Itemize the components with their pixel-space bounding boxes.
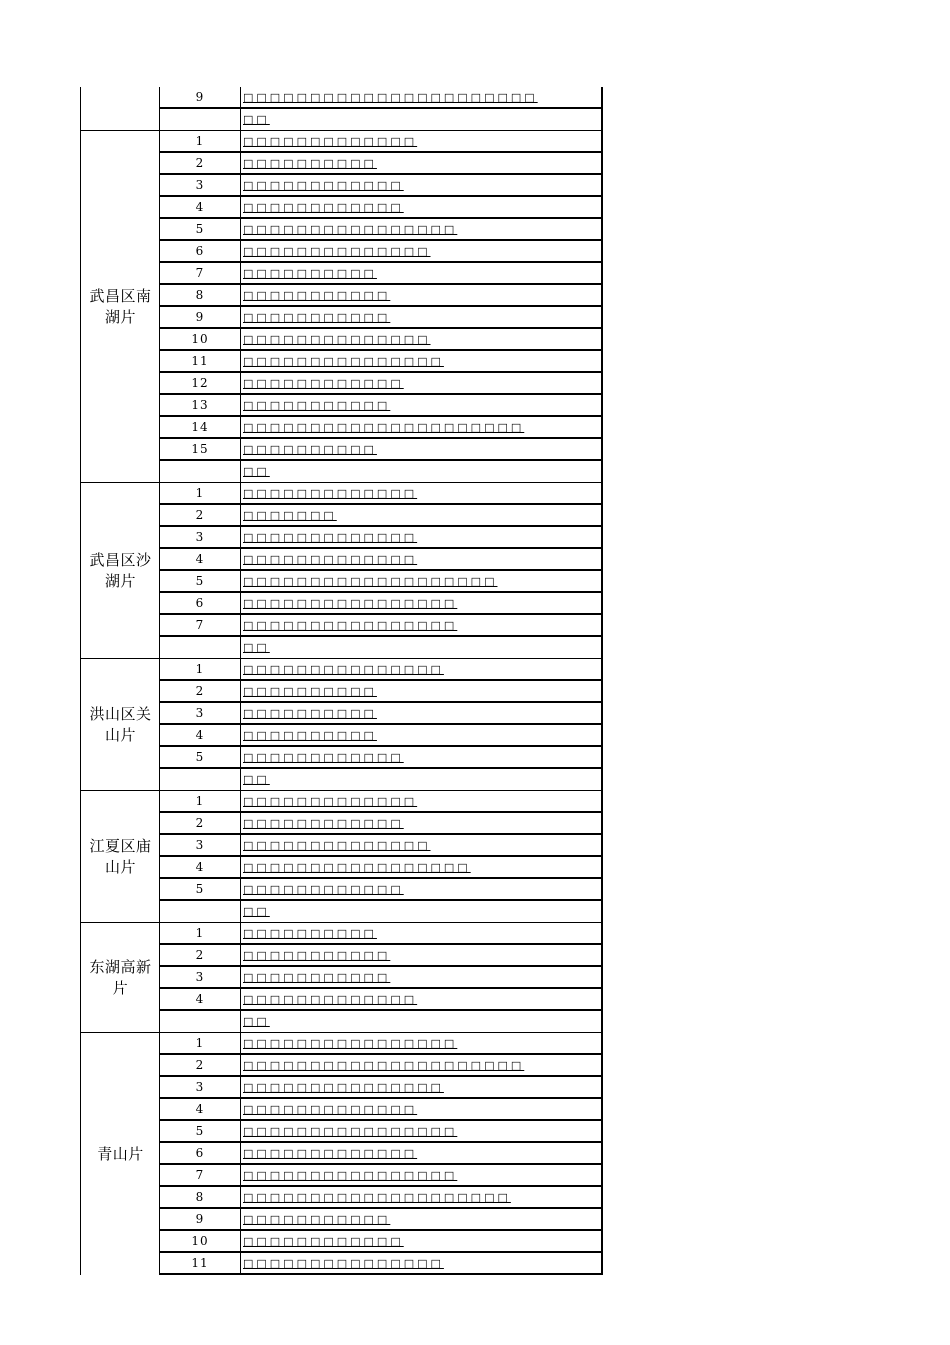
row-name-cell[interactable]: □□□□□□□□□□□□□□□□□□□□ [241,1187,603,1207]
row-name-cell[interactable]: □□□□□□□□□□□□□ [241,131,603,151]
region-cell[interactable] [80,87,160,131]
table-row [159,1143,603,1165]
table-row [159,1033,603,1055]
row-name-cell[interactable]: □□□□□□□□□□□□ [241,1231,603,1251]
subtotal-row [159,901,603,923]
row-name-cell[interactable]: □□□□□□□□□□□□□□□□□□□□□ [241,417,603,437]
row-number-cell[interactable]: 3 [159,527,241,547]
table-row [159,791,603,813]
row-name-cell[interactable]: □□□□□□□□□□□□□□□□□□□ [241,571,603,591]
row-number-cell[interactable] [159,109,241,130]
row-number-cell[interactable]: 2 [159,945,241,965]
row-name-cell[interactable]: □□□□□□□□□□□□□ [241,483,603,503]
row-number-cell[interactable]: 4 [159,989,241,1009]
table-row [159,219,603,241]
row-name-cell[interactable]: □□□□□□□□□□□□ [241,373,603,393]
subtotal-row [159,109,603,131]
row-name-cell[interactable]: □□ [241,1011,603,1032]
table-row [159,131,603,153]
row-name-cell[interactable]: □□□□□□□□□□□□□□□□ [241,1033,603,1053]
row-name-cell[interactable]: □□□□□□□□□□ [241,439,603,459]
table-row [159,1099,603,1121]
table-row [159,879,603,901]
row-number-cell[interactable]: 1 [159,1033,241,1053]
row-name-cell[interactable]: □□□□□□□□□□□□□□□□ [241,593,603,613]
row-number-cell[interactable]: 12 [159,373,241,393]
subtotal-row [159,769,603,791]
table-row [159,1121,603,1143]
table-row [159,285,603,307]
row-name-cell[interactable]: □□□□□□□□□□ [241,923,603,943]
region-group [80,923,603,1033]
table-row [159,329,603,351]
row-number-cell[interactable] [159,901,241,922]
row-number-cell[interactable]: 7 [159,263,241,283]
region-group [80,1033,603,1275]
table-row [159,725,603,747]
row-number-cell[interactable]: 6 [159,593,241,613]
row-number-cell[interactable]: 11 [159,1253,241,1273]
row-number-cell[interactable]: 4 [159,197,241,217]
row-number-cell[interactable]: 9 [159,87,241,107]
row-number-cell[interactable]: 5 [159,219,241,239]
table-row [159,615,603,637]
row-number-cell[interactable]: 3 [159,967,241,987]
region-label: 青山片 [97,1144,144,1163]
row-name-cell[interactable]: □□□□□□□□□□□ [241,945,603,965]
row-name-cell[interactable]: □□□□□□□□□□□□□ [241,989,603,1009]
subtotal-row [159,637,603,659]
table-row [159,373,603,395]
row-name-cell[interactable]: □□ [241,461,603,482]
row-number-cell[interactable]: 3 [159,175,241,195]
region-label: 洪山区关山片 [89,704,152,744]
row-name-cell[interactable]: □□□□□□□□□□□ [241,285,603,305]
row-name-cell[interactable]: □□□□□□□□□□□□□□□□ [241,219,603,239]
row-name-cell[interactable]: □□□□□□□□□□□□□□□□ [241,1165,603,1185]
row-name-cell[interactable]: □□□□□□□□□□□ [241,967,603,987]
table-row [159,395,603,417]
table-row [159,417,603,439]
row-number-cell[interactable]: 9 [159,307,241,327]
row-number-cell[interactable] [159,637,241,658]
row-name-cell[interactable]: □□□□□□□□□□ [241,681,603,701]
table-row [159,175,603,197]
row-number-cell[interactable]: 5 [159,571,241,591]
table-row [159,835,603,857]
table-row [159,989,603,1011]
row-name-cell[interactable]: □□□□□□□ [241,505,603,525]
table-row [159,1253,603,1275]
row-name-cell[interactable]: □□□□□□□□□□□□□ [241,1143,603,1163]
row-number-cell[interactable]: 4 [159,725,241,745]
region-label: 武昌区沙湖片 [89,550,152,590]
row-number-cell[interactable] [159,1011,241,1032]
region-group [80,659,603,791]
table-row [159,571,603,593]
table-row [159,153,603,175]
row-number-cell[interactable]: 5 [159,747,241,767]
row-number-cell[interactable]: 1 [159,659,241,679]
row-number-cell[interactable]: 4 [159,1099,241,1119]
region-group [80,87,603,131]
row-name-cell[interactable]: □□□□□□□□□□□□□□□□□□□□□ [241,1055,603,1075]
row-name-cell[interactable]: □□□□□□□□□□□□□□□□ [241,615,603,635]
row-number-cell[interactable]: 10 [159,329,241,349]
table-row [159,1231,603,1253]
row-name-cell[interactable]: □□□□□□□□□□□□□□□ [241,659,603,679]
table-row [159,659,603,681]
spreadsheet-table [80,87,603,1275]
region-label: 武昌区南湖片 [89,286,152,326]
row-number-cell[interactable]: 8 [159,285,241,305]
table-row [159,1187,603,1209]
table-row [159,945,603,967]
row-name-cell[interactable]: □□□□□□□□□□□□ [241,175,603,195]
row-name-cell[interactable]: □□□□□□□□□□□ [241,395,603,415]
row-name-cell[interactable]: □□□□□□□□□□□ [241,307,603,327]
region-cell[interactable] [80,1033,160,1275]
table-row [159,813,603,835]
region-label: 东湖高新片 [89,957,152,997]
table-row [159,1055,603,1077]
row-number-cell[interactable]: 6 [159,1143,241,1163]
region-cell[interactable] [80,659,160,791]
row-number-cell[interactable]: 1 [159,483,241,503]
subtotal-row [159,1011,603,1033]
region-group [80,483,603,659]
row-number-cell[interactable]: 10 [159,1231,241,1251]
row-name-cell[interactable]: □□□□□□□□□□□□ [241,747,603,767]
row-name-cell[interactable]: □□ [241,109,603,130]
row-number-cell[interactable]: 7 [159,615,241,635]
row-name-cell[interactable]: □□ [241,637,603,658]
row-number-cell[interactable] [159,769,241,790]
row-number-cell[interactable]: 6 [159,241,241,261]
table-row [159,1165,603,1187]
region-label: 江夏区庙山片 [89,836,152,876]
row-name-cell[interactable]: □□□□□□□□□□□□□□□ [241,1253,603,1273]
table-row [159,351,603,373]
row-name-cell[interactable]: □□□□□□□□□□□□□ [241,1099,603,1119]
row-number-cell[interactable]: 1 [159,131,241,151]
table-row [159,747,603,769]
table-row [159,967,603,989]
row-number-cell[interactable]: 9 [159,1209,241,1229]
row-name-cell[interactable]: □□□□□□□□□□□□□ [241,549,603,569]
row-name-cell[interactable]: □□□□□□□□□□□□ [241,879,603,899]
table-row [159,87,603,109]
table-row [159,241,603,263]
region-cell[interactable] [80,483,160,659]
row-number-cell[interactable]: 1 [159,923,241,943]
row-number-cell[interactable]: 5 [159,1121,241,1141]
row-name-cell[interactable]: □□ [241,901,603,922]
row-name-cell[interactable]: □□□□□□□□□□□□□□□ [241,351,603,371]
row-number-cell[interactable]: 4 [159,549,241,569]
table-row [159,681,603,703]
row-number-cell[interactable]: 2 [159,681,241,701]
row-name-cell[interactable]: □□□□□□□□□□□□ [241,813,603,833]
table-row [159,857,603,879]
row-number-cell[interactable]: 3 [159,1077,241,1097]
subtotal-row [159,461,603,483]
table-row [159,263,603,285]
table-row [159,923,603,945]
row-name-cell[interactable]: □□□□□□□□□□□□□□□□□□□□□□ [241,87,603,107]
row-name-cell[interactable]: □□□□□□□□□□ [241,153,603,173]
row-name-cell[interactable]: □□□□□□□□□□□□□ [241,527,603,547]
row-number-cell[interactable]: 8 [159,1187,241,1207]
row-name-cell[interactable]: □□□□□□□□□□□□ [241,197,603,217]
table-row [159,307,603,329]
row-name-cell[interactable]: □□□□□□□□□□□□□□□ [241,1077,603,1097]
region-cell[interactable] [80,131,160,483]
table-row [159,505,603,527]
row-number-cell[interactable]: 2 [159,153,241,173]
row-number-cell[interactable]: 15 [159,439,241,459]
table-row [159,703,603,725]
row-name-cell[interactable]: □□□□□□□□□□ [241,725,603,745]
row-name-cell[interactable]: □□□□□□□□□□□□□ [241,791,603,811]
row-number-cell[interactable]: 13 [159,395,241,415]
row-name-cell[interactable]: □□□□□□□□□□□□□□ [241,329,603,349]
row-number-cell[interactable]: 2 [159,1055,241,1075]
row-number-cell[interactable]: 3 [159,703,241,723]
table-row [159,1209,603,1231]
table-row [159,1077,603,1099]
row-number-cell[interactable] [159,461,241,482]
row-name-cell[interactable]: □□□□□□□□□□□□□□ [241,835,603,855]
table-row [159,549,603,571]
row-name-cell[interactable]: □□□□□□□□□□□□□□ [241,241,603,261]
table-row [159,593,603,615]
region-cell[interactable] [80,923,160,1033]
table-row [159,483,603,505]
row-name-cell[interactable]: □□□□□□□□□□□ [241,1209,603,1229]
region-cell[interactable] [80,791,160,923]
row-number-cell[interactable]: 11 [159,351,241,371]
table-row [159,439,603,461]
table-row [159,527,603,549]
row-number-cell[interactable]: 5 [159,879,241,899]
row-number-cell[interactable]: 2 [159,813,241,833]
row-number-cell[interactable]: 3 [159,835,241,855]
row-number-cell[interactable]: 1 [159,791,241,811]
region-group [80,791,603,923]
row-number-cell[interactable]: 7 [159,1165,241,1185]
row-name-cell[interactable]: □□□□□□□□□□□□□□□□ [241,1121,603,1141]
region-group [80,131,603,483]
row-name-cell[interactable]: □□ [241,769,603,790]
row-name-cell[interactable]: □□□□□□□□□□ [241,703,603,723]
row-number-cell[interactable]: 14 [159,417,241,437]
row-name-cell[interactable]: □□□□□□□□□□ [241,263,603,283]
row-name-cell[interactable]: □□□□□□□□□□□□□□□□□ [241,857,603,877]
row-number-cell[interactable]: 2 [159,505,241,525]
table-row [159,197,603,219]
row-number-cell[interactable]: 4 [159,857,241,877]
